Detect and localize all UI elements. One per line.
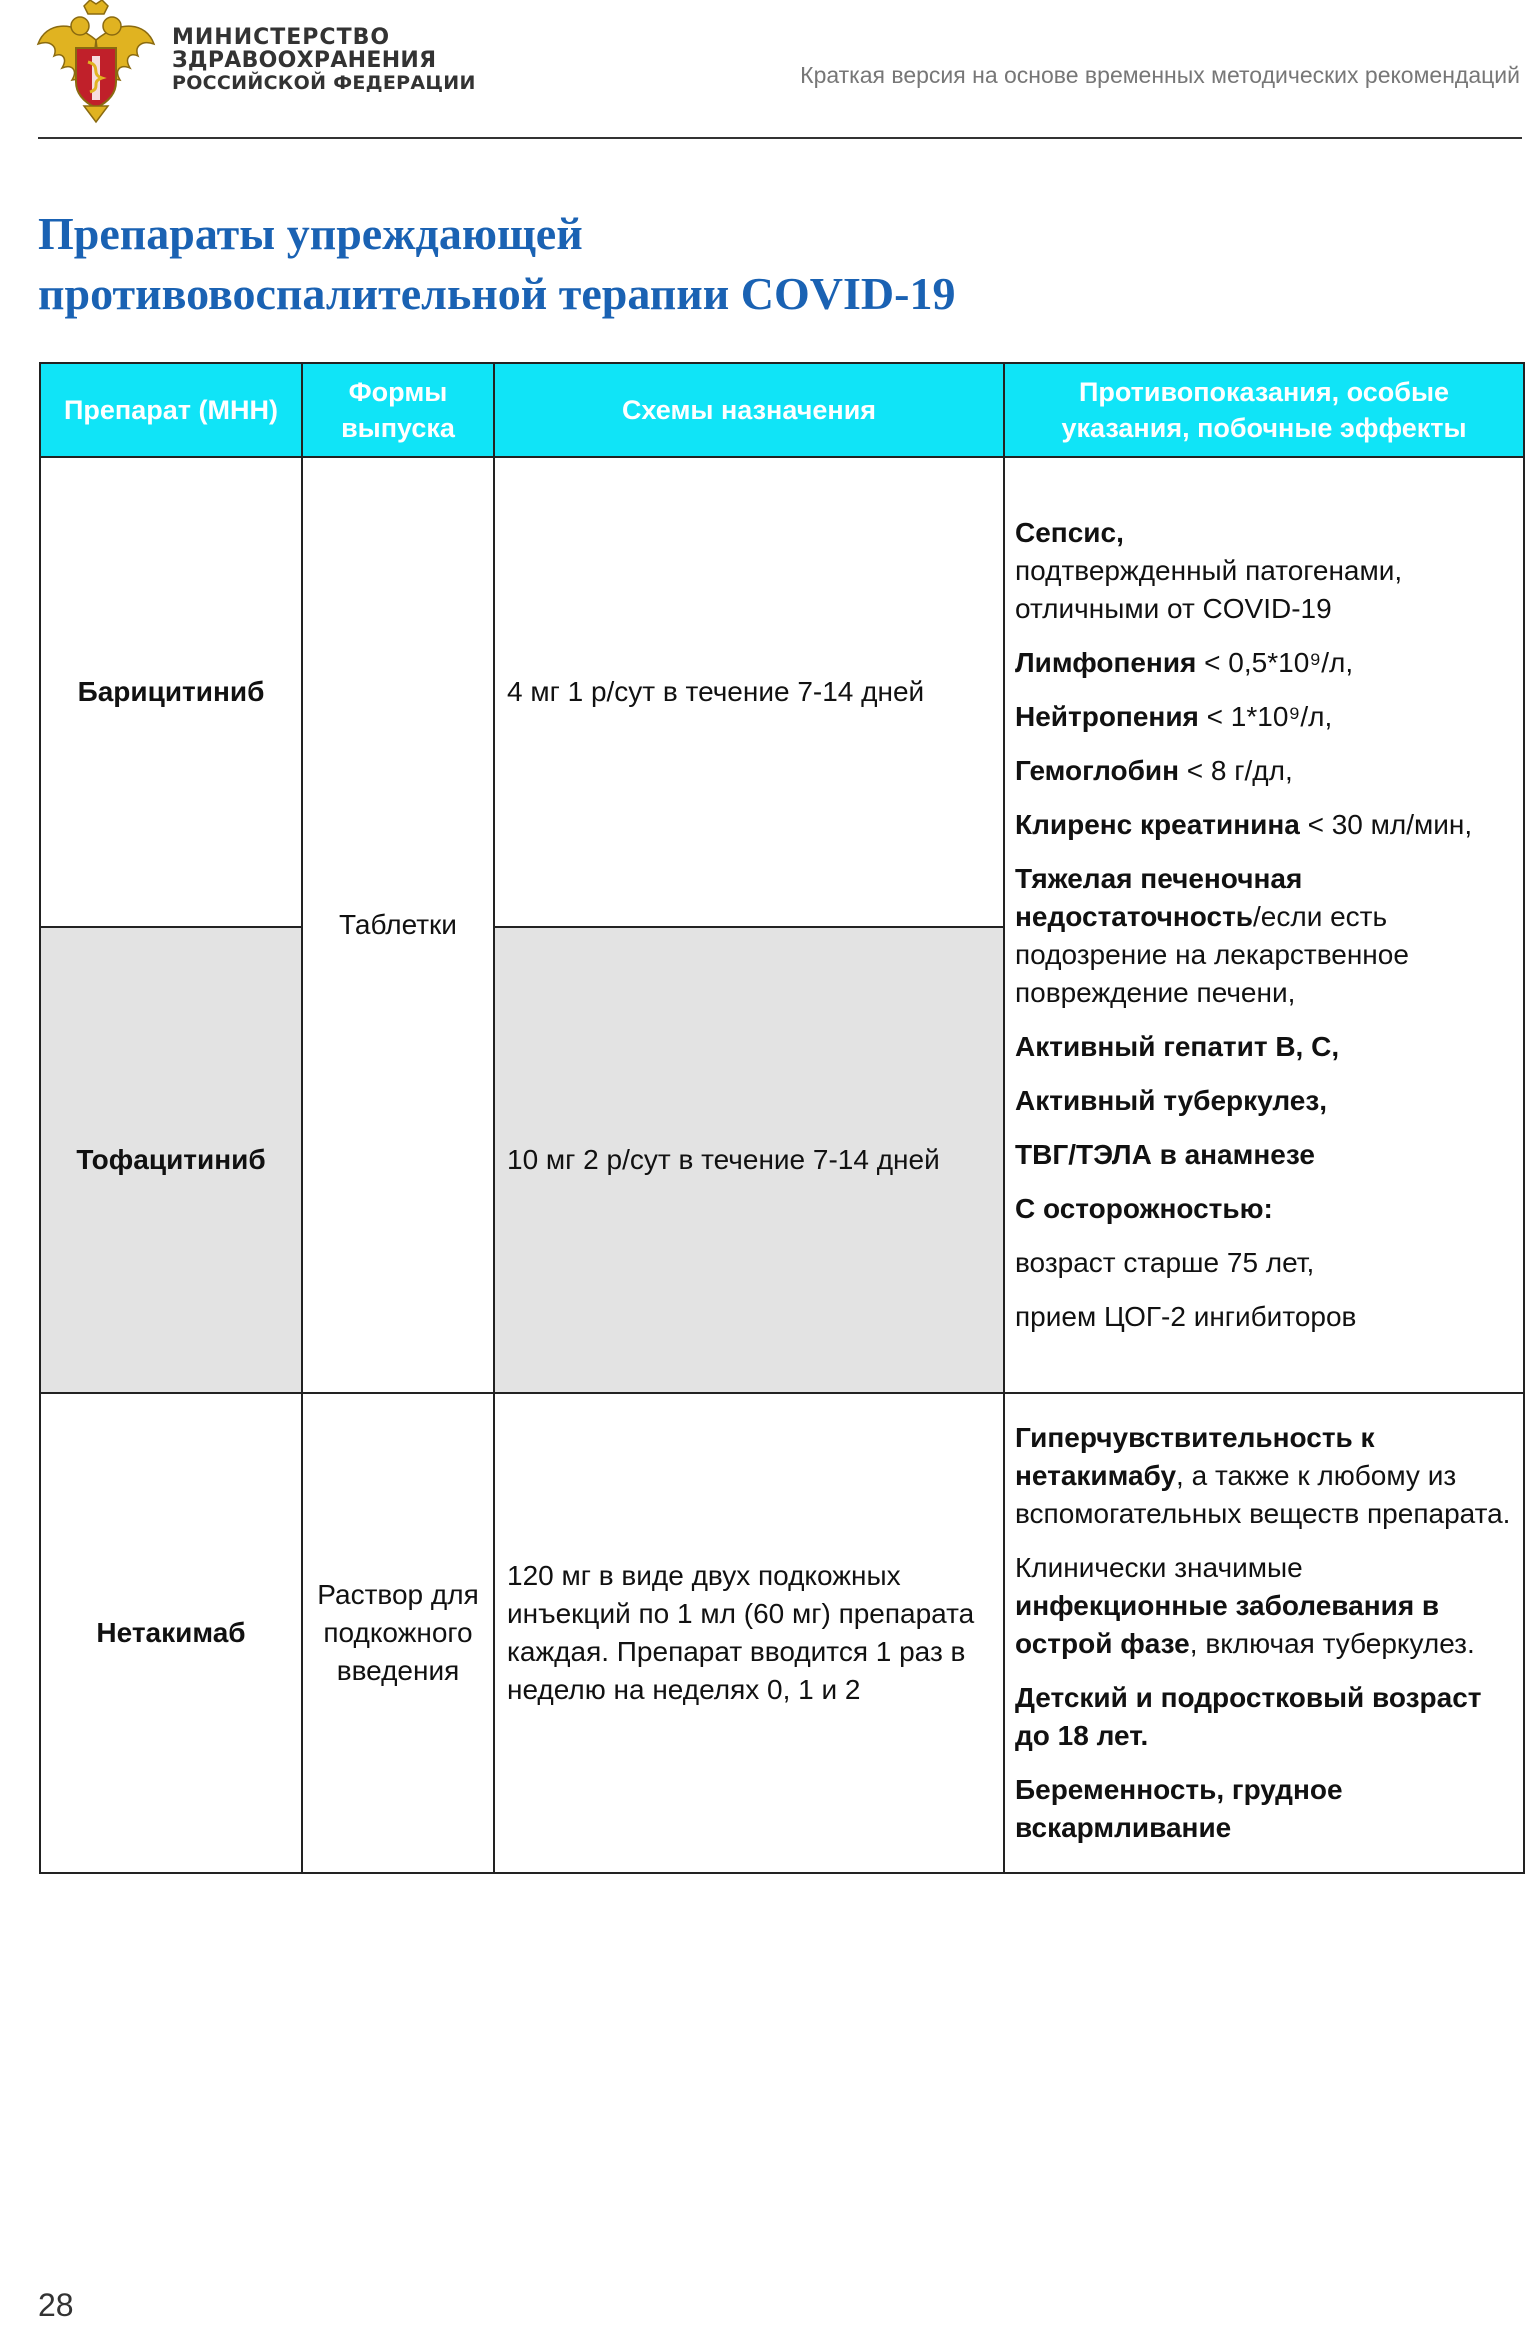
contra-sepsis: Сепсис, подтвержденный патогенами, отличными от COVID-19 xyxy=(1015,517,1403,624)
ministry-line-3: РОССИЙСКОЙ ФЕДЕРАЦИИ xyxy=(172,72,476,94)
table-row-netakimab xyxy=(40,1393,1524,1873)
table-row-baricitinib xyxy=(40,457,1524,927)
header-drug: Препарат (МНН) xyxy=(40,363,302,457)
contra-neutropenia: Нейтропения < 1*10⁹/л, xyxy=(1015,701,1333,732)
drug-contraindications-jak xyxy=(1004,457,1524,1393)
page-header xyxy=(0,0,1534,140)
drug-dose: 10 мг 2 р/сут в течение 7-14 дней xyxy=(494,927,1004,1393)
page-number: 28 xyxy=(38,2287,74,2323)
title-line-2: противовоспалительной терапии COVID-19 xyxy=(38,268,956,319)
contra-pregnancy: Беременность, грудное вскармливание xyxy=(1015,1774,1343,1843)
contra-cox: прием ЦОГ-2 ингибиторов xyxy=(1015,1301,1357,1332)
contra-tb: Активный туберкулез, xyxy=(1015,1085,1328,1116)
drug-form: Таблетки xyxy=(302,457,494,1393)
ministry-name xyxy=(172,26,476,95)
header-subtitle: Краткая версия на основе временных методических рекомендаций xyxy=(800,62,1520,88)
contra-children: Детский и подростковый возраст до 18 лет. xyxy=(1015,1682,1482,1751)
contra-hypersensitivity: Гиперчувствительность к нетакимабу, а также к любому из вспомогательных веществ препарата. xyxy=(1015,1422,1511,1529)
drugs-table xyxy=(39,362,1525,1874)
coat-of-arms-icon xyxy=(32,0,160,124)
drug-dose: 120 мг в виде двух подкожных инъекций по 1 мл (60 мг) препарата каждая. Препарат вводится 1 раз в неделю на неделях 0, 1 и 2 xyxy=(494,1393,1004,1873)
header-divider xyxy=(38,137,1522,139)
table-header-row xyxy=(40,363,1524,457)
contra-hemoglobin: Гемоглобин < 8 г/дл, xyxy=(1015,755,1293,786)
title-line-1: Препараты упреждающей xyxy=(38,208,583,259)
contra-lymphopenia: Лимфопения < 0,5*10⁹/л, xyxy=(1015,647,1354,678)
drug-name: Тофацитиниб xyxy=(40,927,302,1393)
contra-creatinine: Клиренс креатинина < 30 мл/мин, xyxy=(1015,809,1473,840)
page-title xyxy=(38,204,955,324)
drug-name: Барицитиниб xyxy=(40,457,302,927)
header-form: Формы выпуска xyxy=(302,363,494,457)
ministry-line-2: ЗДРАВООХРАНЕНИЯ xyxy=(172,48,437,73)
contra-caution: С осторожностью: xyxy=(1015,1193,1273,1224)
drug-dose: 4 мг 1 р/сут в течение 7-14 дней xyxy=(494,457,1004,927)
header-scheme: Схемы назначения xyxy=(494,363,1004,457)
contra-tvg: ТВГ/ТЭЛА в анамнезе xyxy=(1015,1139,1315,1170)
drug-contraindications-netakimab xyxy=(1004,1393,1524,1873)
contra-age: возраст старше 75 лет, xyxy=(1015,1247,1315,1278)
contra-hepatitis: Активный гепатит В, С, xyxy=(1015,1031,1340,1062)
contra-infections: Клинически значимые инфекционные заболевания в острой фазе, включая туберкулез. xyxy=(1015,1552,1475,1659)
header-contra: Противопоказания, особые указания, побочные эффекты xyxy=(1004,363,1524,457)
drug-name: Нетакимаб xyxy=(40,1393,302,1873)
drug-form: Раствор для подкожного введения xyxy=(302,1393,494,1873)
contra-liver: Тяжелая печеночная недостаточность/если есть подозрение на лекарственное повреждение печени, xyxy=(1015,863,1409,1008)
ministry-line-1: МИНИСТЕРСТВО xyxy=(172,25,391,50)
